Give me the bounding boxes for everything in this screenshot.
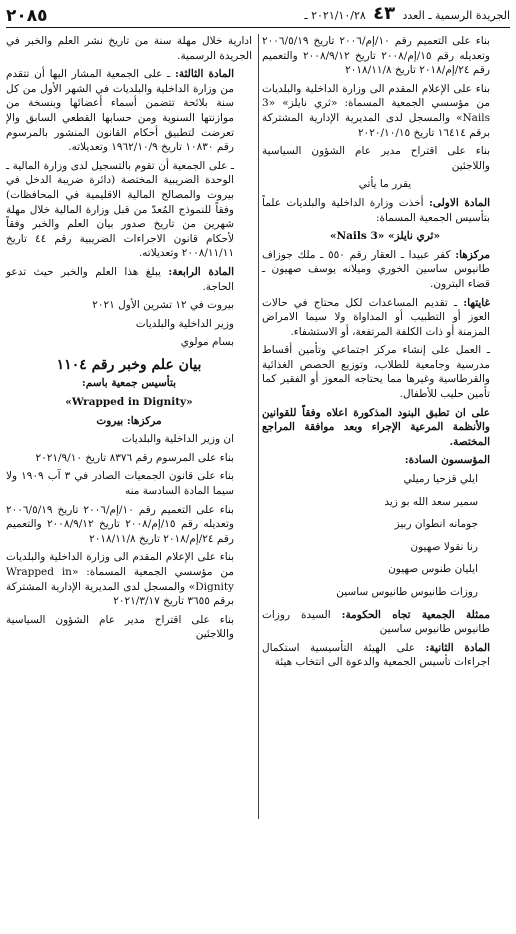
ref-notification-2: بناء على الإعلام المقدم الى وزارة الداخلية والبلديات من مؤسسي الجمعية المسماة: «Wrapped in Dignity» والمسجل لدى المديرية الإدارية المشتركة برقم ٣٦٥٥ تاريخ ٢٠٢١/٣/١٧ [6,551,235,608]
ref-decree: بناء على المرسوم رقم ٨٣٧٦ تاريخ ٢٠٢١/٩/١٠ [35,451,234,464]
goals-2: ـ العمل على إنشاء مركز اجتماعي وتأمين أقساط مدرسية وجامعية للطلاب، وتوزيع الحصص الغذائية والقرطاسية وغيرها مما يحتاجه المعوز أو الفقير كما تأمين حليب للأطفال. [262,344,490,401]
conditional-clause: على ان تطبق البنود المذكورة اعلاه وفقاً للقوانين والأنظمة المرعية الإجراء وبعد موافقة المراجع المختصة. [262,406,490,448]
article-1-text: أخذت وزارة الداخلية والبلديات علماً بتأسيس الجمعية المسماة: [262,196,490,224]
page-header [6,3,510,28]
article-4-text: يبلغ هذا العلم والخبر حيث تدعو الحاجة. [6,265,234,293]
goals-text: ـ تقديم المساعدات لكل محتاج في حالات العوز أو التطبيب أو المداواة ولا سيما الامراض المزمنة أو ذات الكلفة المرتفعة، أو الاستشفاء. [262,296,490,338]
founder-name: جومانه انطوان ربيز [394,518,478,531]
page-number: ٢٠٨٥ [6,6,48,27]
place-date: بيروت في ١٢ تشرين الأول ٢٠٢١ [92,299,234,312]
article-3-text: ـ على الجمعية المشار اليها أن تتقدم من وزارة الداخلية والبلديات في الشهر الأول من كل سنة بلائحة تتضمن أسماء أعضائها وبنسخة من موازنتها السنوية ومن حسابها القطعي السابق والإ تعرضت لتطبيق أحكام القانون المنشور بالمرسوم رقم ١٠٨٣٠ تاريخ ١٩٦٢/١٠/٩ وتعديلاته. [6,68,234,154]
article-2-label: المادة الثانية: [425,641,490,654]
goals-label: غايتها: [463,296,490,309]
tax-registration: ـ على الجمعية أن تقوم بالتسجيل لدى وزارة المالية ـ الوحدة الضريبية المختصة (دائرة ضريبة الدخل في بيروت والمصالح المالية الاقليمية في المحافظات) وفقاً للنموذج المُعدّ من قبل وزارة المالية خلال مهلة شهرين من تاريخ صدور بيان العلم والخبر وفقاً لأحكام قانون الاجراءات الضريبية رقم ٤٤ تاريخ ٢٠٠٨/١١/١١ وتعديلاته. [6,159,234,260]
founder-name: روزات طانيوس طانيوس ساسين [336,586,478,598]
article-4-label: المادة الرابعة: [168,265,235,278]
representative [262,608,508,637]
ref-circular: بناء على التعميم رقم ١٠/إم/٢٠٠٦ تاريخ ٢٠٠٦/٥/١٩ وتعديله رقم ١٥/إم/٢٠٠٨ تاريخ ٢٠٠٨/٩/١٢ والتعميم رقم ٢٤/إم/٢٠١٨ تاريخ ٢٠١٨/١١/٨ [262,35,490,77]
representative-text: السيدة روزات طانيوس طانيوس ساسين [262,608,490,636]
issue-number: ٤٣ [373,3,396,25]
ref-law: بناء على قانون الجمعيات الصادر في ٣ آب ١٩٠٩ ولا سيما المادة السادسة منه [6,470,234,498]
left-column [6,34,252,928]
issuer: ان وزير الداخلية والبلديات [121,433,234,446]
ref-notification: بناء على الإعلام المقدم الى وزارة الداخلية والبلديات من مؤسسي الجمعية المسماة: «ثري نايلز» «3 Nails» والمسجل لدى المديرية الإدارية المشتركة برقم ١٦٤١٤ تاريخ ٢٠٢٠/١٠/١٥ [262,82,490,139]
founders-list [262,472,508,600]
notice-title: بيان علم وخبر رقم ١١٠٤ [56,356,202,373]
article-2 [262,641,508,670]
notice-hq-label: مركزها: [126,414,162,427]
ref-circular-2: بناء على التعميم رقم ١٠/إم/٢٠٠٦ تاريخ ٢٠٠٦/٥/١٩ وتعديله رقم ١٥/إم/٢٠٠٨ تاريخ ٢٠٠٨/٩/١٢ والتعميم رقم ٢٤/إم/٢٠١٨ تاريخ ٢٠١٨/١١/٨ [6,503,234,545]
founder-name: ايلي قزحيا رميلي [403,473,478,486]
article-1-label: المادة الاولى: [428,196,490,209]
article-2-text: على الهيئة التأسيسية استكمال اجراءات تأسيس الجمعية والدعوة الى انتخاب هيئة [262,641,490,669]
signer-name: بسام مولوي [180,336,234,349]
notice-hq-value: بيروت [96,414,127,427]
ref-proposal: بناء على اقتراح مدير عام الشؤون السياسية واللاجئين [262,145,490,172]
notice-hq [6,414,252,429]
founder-name: سمير سعد الله بو زيد [384,495,478,508]
gazette-title: الجريدة الرسمية ـ العدد [402,9,510,23]
article-3-label: المادة الثالثة: [175,68,235,81]
hq-label: مركزها: [455,248,491,261]
issue-date: ٢٠٢١/١٠/٢٨ ـ [304,9,366,23]
article-3 [6,67,252,155]
article-4 [6,265,252,294]
header-title-group [304,3,510,25]
right-column [262,34,508,928]
founders-label: المؤسسون السادة: [404,454,490,467]
column-divider [258,34,259,819]
article-2-cont: ادارية خلال مهلة سنة من تاريخ نشر العلم والخبر في الجريدة الرسمية. [6,35,252,62]
representative-label: ممثلة الجمعية تجاه الحكومة: [341,608,490,621]
founder-name: رنا نقولا صهيون [410,540,478,553]
notice-association-name: «Wrapped in Dignity» [65,396,193,409]
association-name: «ثري نايلز» «3 Nails» [329,230,441,243]
minister-title: وزير الداخلية والبلديات [135,317,234,330]
ref-proposal-2: بناء على اقتراح مدير عام الشؤون السياسية واللاجئين [6,613,234,641]
article-1 [262,196,508,225]
goals [262,296,508,340]
decision-heading: يقرر ما يأتي [358,178,412,191]
hq [262,248,508,292]
founder-name: ايليان طنوس صهيون [388,563,478,576]
hq-text: كفر عبيدا ـ العقار رقم ٥٥٠ ـ ملك جوزاف طانيوس ساسين الخوري وميلانه يوسف صهيون ـ قضاء البترون. [262,248,490,290]
notice-subtitle: بتأسيس جمعية باسم: [81,377,177,390]
